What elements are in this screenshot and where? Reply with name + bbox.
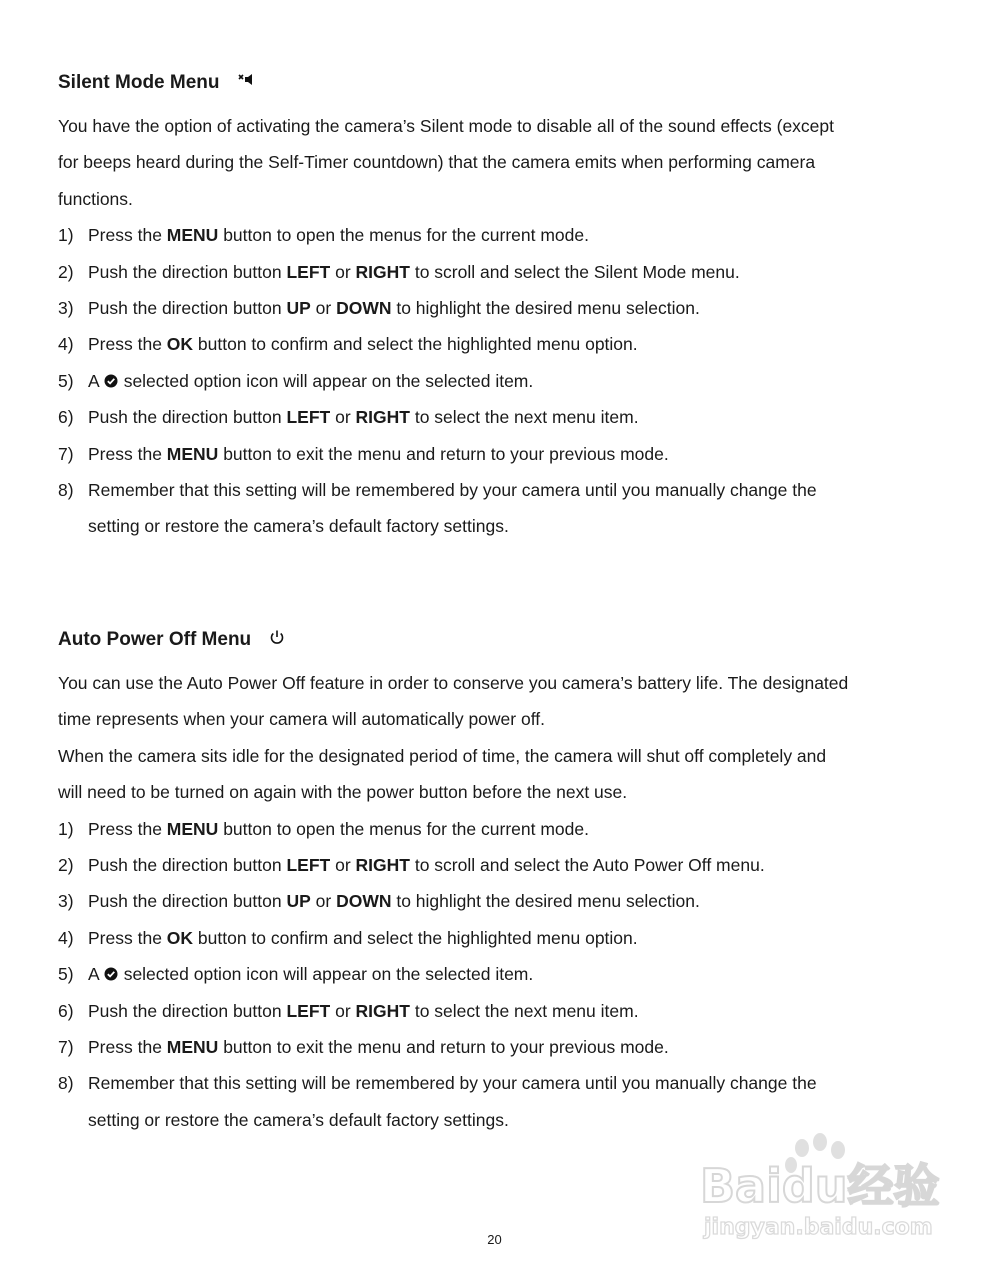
intro-line: When the camera sits idle for the designated period of time, the camera will shut off completely and xyxy=(58,745,827,766)
section-heading xyxy=(58,66,938,100)
list-item: 4) Press the OK button to confirm and select the highlighted menu option. xyxy=(58,927,638,948)
check-circle-icon xyxy=(104,957,118,971)
watermark-url: jingyan.baidu.com xyxy=(704,1215,933,1240)
list-item: 4) Press the OK button to confirm and select the highlighted menu option. xyxy=(58,334,638,355)
list-item: 1) Press the MENU button to open the menus for the current mode. xyxy=(58,818,589,839)
section-heading xyxy=(58,623,938,657)
list-item: 5) A selected option icon will appear on the selected item. xyxy=(58,956,938,992)
page-number: 20 xyxy=(487,1232,502,1247)
silent-mode-title: Silent Mode Menu xyxy=(58,72,220,93)
steps-list xyxy=(58,217,938,545)
list-item: 7) Press the MENU button to exit the menu and return to your previous mode. xyxy=(58,1037,669,1058)
list-item: 5) A selected option icon will appear on the selected item. xyxy=(58,363,938,399)
auto-power-off-section xyxy=(58,623,938,1138)
auto-power-off-title: Auto Power Off Menu xyxy=(58,629,252,650)
power-icon xyxy=(267,626,287,646)
list-item: 3) Push the direction button UP or DOWN to highlight the desired menu selection. xyxy=(58,891,700,912)
intro-line: time represents when your camera will automatically power off. xyxy=(58,709,545,730)
list-item: 7) Press the MENU button to exit the menu and return to your previous mode. xyxy=(58,443,669,464)
silent-mode-section xyxy=(58,66,938,545)
list-item: 8) Remember that this setting will be remembered by your camera until you manually change the setting or restore the camera’s default factory settings. xyxy=(58,1073,817,1130)
list-item: 2) Push the direction button LEFT or RIGHT to scroll and select the Silent Mode menu. xyxy=(58,261,740,282)
list-item: 3) Push the direction button UP or DOWN to highlight the desired menu selection. xyxy=(58,298,700,319)
watermark-brand: Baidu经验 xyxy=(700,1159,940,1213)
intro-line: You can use the Auto Power Off feature in order to conserve you camera’s battery life. The designated xyxy=(58,673,849,693)
steps-list xyxy=(58,811,938,1139)
list-item: 1) Press the MENU button to open the menus for the current mode. xyxy=(58,225,589,246)
intro-line: will need to be turned on again with the power button before the next use. xyxy=(58,782,628,803)
intro-line: You have the option of activating the camera’s Silent mode to disable all of the sound effects (except xyxy=(58,116,835,136)
list-item: 2) Push the direction button LEFT or RIGHT to scroll and select the Auto Power Off menu. xyxy=(58,855,765,876)
list-item: 6) Push the direction button LEFT or RIGHT to select the next menu item. xyxy=(58,407,639,428)
list-item: 8) Remember that this setting will be remembered by your camera until you manually change the setting or restore the camera’s default factory settings. xyxy=(58,480,817,537)
intro-line: for beeps heard during the Self-Timer countdown) that the camera emits when performing camera xyxy=(58,152,816,173)
check-circle-icon xyxy=(104,364,118,378)
speaker-mute-icon xyxy=(236,69,256,89)
list-item: 6) Push the direction button LEFT or RIGHT to select the next menu item. xyxy=(58,1000,639,1021)
baidu-watermark xyxy=(690,1130,940,1245)
intro-line: functions. xyxy=(58,188,133,209)
